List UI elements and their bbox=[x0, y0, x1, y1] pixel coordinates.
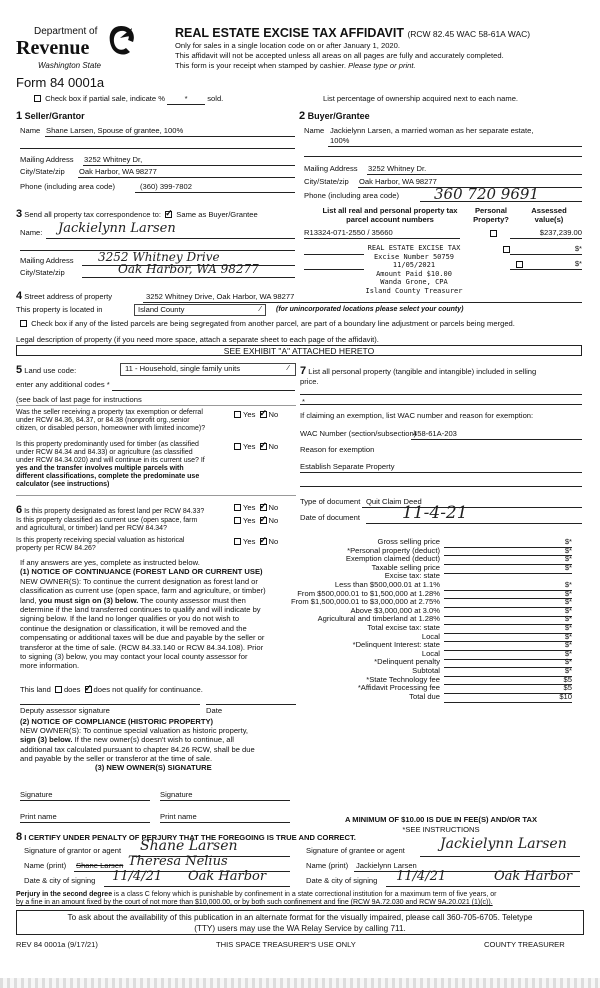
accessibility-box bbox=[16, 910, 584, 935]
n1-line7: compensating or additional taxes will be due and payable by the seller or bbox=[20, 633, 265, 643]
see-instructions: *SEE INSTRUCTIONS bbox=[402, 825, 480, 834]
fee-label: Gross selling price bbox=[377, 537, 440, 546]
owner-print2-label: Print name bbox=[160, 812, 197, 821]
grantee-date-label: Date & city of signing bbox=[306, 876, 378, 885]
header-line3b: Please type or print. bbox=[348, 61, 416, 70]
fee-label: Local bbox=[421, 648, 440, 658]
grantor-signature[interactable]: Shane Larsen bbox=[140, 838, 238, 854]
land-use-select[interactable] bbox=[120, 363, 296, 376]
fee-label: Less than $500,000.01 at 1.1% bbox=[334, 580, 440, 589]
q1-yes-label: Yes bbox=[243, 410, 256, 419]
s6-q1-answers bbox=[232, 504, 278, 513]
parcel-row1-value[interactable]: $237,239.00 bbox=[539, 228, 582, 237]
fee-label: *State Technology fee bbox=[366, 674, 440, 684]
grantee-name-label: Name (print) bbox=[306, 861, 349, 870]
section3-text: Send all property tax correspondence to: bbox=[24, 210, 162, 219]
buyer-city-label: City/State/zip bbox=[304, 177, 349, 186]
access-line2: (TTY) users may use the WA Relay Service by calling 711. bbox=[194, 924, 406, 933]
n1-line5: signing below. If the land no longer qualifies or you do not wish to bbox=[20, 614, 240, 624]
n1-line10: more information. bbox=[20, 661, 80, 671]
does-label: does bbox=[63, 685, 81, 694]
parcel-row1-number[interactable]: R13324-071-2550 / 35660 bbox=[304, 228, 393, 237]
section1-number: 1 bbox=[16, 110, 23, 122]
grantor-name-label: Name (print) bbox=[24, 861, 67, 870]
grantee-date[interactable]: 11/4/21 bbox=[396, 869, 447, 884]
n1-line6: continue the designation or classification, it will be removed and the bbox=[20, 623, 247, 633]
fee-label: Total excise tax: state bbox=[367, 623, 440, 632]
unincorporated-note: (for unincorporated locations please select your county) bbox=[276, 306, 464, 313]
corr-name-label: Name: bbox=[20, 228, 43, 237]
doc-date-label: Date of document bbox=[300, 513, 360, 522]
fee-label: Subtotal bbox=[412, 666, 440, 675]
fee-amount[interactable]: $* bbox=[444, 650, 572, 660]
buyer-name-line2[interactable]: 100% bbox=[330, 136, 350, 145]
s6-q1-yes-checkbox[interactable] bbox=[234, 504, 241, 511]
reason-value[interactable]: Establish Separate Property bbox=[300, 462, 395, 471]
county-treasurer: COUNTY TREASURER bbox=[484, 940, 565, 949]
q1-line2: under RCW 84.36, 84.37, or 84.38 (nonprofit org.,senior bbox=[16, 417, 190, 424]
grantor-name-print[interactable]: Shane Larsen bbox=[76, 861, 124, 870]
rev-number: REV 84 0001a (9/17/21) bbox=[16, 940, 98, 949]
q2-yes-label: Yes bbox=[243, 442, 256, 451]
n1-line8: transferor at the time of sale. (RCW 84.33.140 or RCW 84.34.108). Prior bbox=[20, 642, 264, 652]
header-line3a: This form is your receipt when stamped by cashier. bbox=[175, 61, 346, 70]
doc-date[interactable]: 11-4-21 bbox=[402, 503, 468, 523]
seller-name-label: Name bbox=[20, 126, 41, 135]
q2-text bbox=[16, 441, 205, 489]
section2-number: 2 bbox=[299, 110, 306, 122]
fee-amount[interactable]: $* bbox=[444, 607, 572, 617]
s6-q1-yes-label: Yes bbox=[243, 503, 256, 512]
fee-label: Total due bbox=[409, 691, 440, 701]
additional-codes-label bbox=[16, 381, 110, 390]
personal-header-1: Personal bbox=[474, 206, 508, 215]
minimum-note: A MINIMUM OF $10.00 IS DUE IN FEE(S) AND/OR TAX bbox=[344, 815, 538, 824]
n3-title: (3) NEW OWNER(S) SIGNATURE bbox=[95, 763, 212, 773]
reason-label: Reason for exemption bbox=[300, 445, 375, 454]
n2-line2 bbox=[20, 735, 296, 744]
stamp-line2: Excise Number 50759 bbox=[373, 252, 455, 261]
n1-l3b: you must sign on (3) below. bbox=[38, 595, 139, 605]
seller-city-label: City/State/zip bbox=[20, 167, 65, 176]
deputy-date-label: Date bbox=[206, 706, 223, 715]
section1-title: Seller/Grantor bbox=[24, 111, 85, 121]
header-line3 bbox=[175, 62, 416, 71]
personal-header-2: Property? bbox=[473, 214, 509, 224]
stamp-line3: 11/05/2021 bbox=[392, 261, 436, 270]
same-as-buyer-checkbox[interactable] bbox=[165, 211, 172, 218]
dept-line1: Department of bbox=[34, 26, 98, 37]
s6-q1-no-label: No bbox=[268, 503, 279, 512]
chevron-down-icon: ⁄ bbox=[287, 363, 289, 372]
s6-q2-no-checkbox[interactable] bbox=[260, 517, 267, 524]
fee-label: From $1,500,000.01 to $3,000,000 at 2.75% bbox=[290, 597, 440, 607]
see-back-note: (see back of last page for instructions bbox=[16, 395, 142, 404]
section7-heading bbox=[300, 366, 582, 387]
q2-line5: different classifications, complete the predominate use bbox=[16, 473, 200, 480]
s6-q1-no-checkbox[interactable] bbox=[260, 504, 267, 511]
q2-no-checkbox[interactable] bbox=[260, 443, 267, 450]
grantor-name-handwritten[interactable]: Theresa Nelius bbox=[128, 854, 228, 869]
segregated-checkbox[interactable] bbox=[20, 320, 27, 327]
section6-number: 6 bbox=[16, 504, 23, 516]
fee-amount[interactable]: $* bbox=[444, 641, 572, 651]
personal-header bbox=[466, 207, 516, 224]
section6-q1 bbox=[16, 504, 204, 517]
title-text: REAL ESTATE EXCISE TAX AFFIDAVIT bbox=[175, 26, 404, 40]
treasurer-use: THIS SPACE TREASURER'S USE ONLY bbox=[216, 940, 356, 949]
legal-label: Legal description of property (if you need more space, attach a separate sheet to each page of the affidavit). bbox=[16, 335, 379, 344]
form-number: Form 84 0001a bbox=[16, 75, 105, 90]
revenue-swoosh-icon bbox=[106, 24, 136, 58]
scan-edge bbox=[0, 978, 600, 988]
legal-description: SEE EXHIBIT "A" ATTACHED HERETO bbox=[223, 346, 375, 356]
partial-sale-label: Check box if partial sale, indicate % bbox=[45, 94, 165, 103]
corr-name[interactable]: Jackielynn Larsen bbox=[58, 221, 176, 236]
section3-number: 3 bbox=[16, 208, 23, 220]
q2-line6: calculator (see instructions) bbox=[16, 481, 110, 488]
stamp-line1: REAL ESTATE EXCISE TAX bbox=[367, 244, 461, 252]
additional-codes-text: enter any additional codes bbox=[16, 380, 105, 389]
legal-box[interactable] bbox=[16, 345, 582, 356]
fee-amount[interactable]: $10 bbox=[444, 693, 572, 703]
county-select[interactable] bbox=[134, 304, 266, 316]
stamp-line4: Amount Paid $10.00 bbox=[376, 269, 452, 278]
land-use-value: 11 - Household, single family units bbox=[125, 364, 241, 373]
this-land-label: This land bbox=[20, 685, 51, 694]
property-address-label: Street address of property bbox=[24, 292, 113, 301]
buyer-name-line1[interactable]: Jackielynn Larsen, a married woman as her separate estate, bbox=[330, 126, 534, 135]
q1-yes-checkbox[interactable] bbox=[234, 411, 241, 418]
seller-city[interactable]: Oak Harbor, WA 98277 bbox=[79, 167, 157, 176]
section1-heading bbox=[16, 110, 85, 123]
assessed-header-1: Assessed bbox=[531, 206, 567, 215]
section4-heading bbox=[16, 290, 112, 303]
buyer-phone-label: Phone (including area code) bbox=[304, 191, 399, 200]
grantor-date[interactable]: 11/4/21 bbox=[112, 869, 163, 884]
n1-line2: classification as current use (open space, farm and agriculture, or timber) bbox=[20, 586, 266, 596]
section2-heading bbox=[299, 110, 370, 123]
buyer-phone[interactable]: 360 720 9691 bbox=[434, 185, 539, 203]
seller-mailing-label: Mailing Address bbox=[20, 155, 74, 164]
q2-answers bbox=[232, 443, 278, 452]
deputy-signature-label: Deputy assessor signature bbox=[20, 706, 110, 715]
grantor-sig-label: Signature of grantor or agent bbox=[24, 846, 122, 855]
s6-q2-yes-checkbox[interactable] bbox=[234, 517, 241, 524]
buyer-city[interactable]: Oak Harbor, WA 98277 bbox=[359, 177, 437, 186]
n2-line1: NEW OWNER(S): To continue special valuation as historic property, bbox=[20, 726, 249, 736]
s7-line1: List all personal property (tangible and intangible) included in selling bbox=[308, 367, 537, 376]
segregated-row bbox=[18, 320, 515, 329]
form-title bbox=[175, 26, 530, 40]
n2-l2b: If the new owner(s) doesn't wish to continue, all bbox=[74, 735, 234, 745]
s6-q3-line1: Is this property receiving special valuation as historical bbox=[16, 537, 185, 544]
doc-type-label: Type of document bbox=[300, 497, 361, 506]
fee-amount[interactable]: $5 bbox=[444, 684, 572, 694]
fee-amount[interactable]: $* bbox=[444, 590, 572, 600]
s6-q3-no-label: No bbox=[268, 537, 279, 546]
fee-label: *Delinquent penalty bbox=[374, 657, 440, 667]
partial-sale-row bbox=[32, 95, 223, 105]
parcel-header bbox=[310, 207, 470, 224]
n1-line4: determine if the land transferred continues to qualify and will indicate by bbox=[20, 605, 261, 615]
fee-label: Excise tax: state bbox=[384, 571, 440, 581]
corr-city-label: City/State/zip bbox=[20, 268, 65, 277]
partial-sale-percent[interactable]: * bbox=[167, 95, 205, 105]
same-as-buyer-label: Same as Buyer/Grantee bbox=[176, 210, 258, 219]
perjury-bold: Perjury in the second degree bbox=[16, 891, 113, 898]
q1-no-checkbox[interactable] bbox=[260, 411, 267, 418]
fee-label: *Affidavit Processing fee bbox=[357, 683, 440, 693]
corr-city[interactable]: Oak Harbor, WA 98277 bbox=[118, 262, 259, 276]
assessed-header bbox=[524, 207, 574, 224]
q1-no-label: No bbox=[268, 410, 279, 419]
q2-no-label: No bbox=[268, 442, 279, 451]
section5-number: 5 bbox=[16, 364, 23, 376]
grantee-sig-label: Signature of grantee or agent bbox=[306, 846, 405, 855]
treasurer-stamp bbox=[352, 244, 476, 296]
header-line1: Only for sales in a single location code on or after January 1, 2020. bbox=[175, 41, 400, 50]
stamp-line5: Wanda Grone, CPA bbox=[380, 278, 448, 287]
owner-sig2-label: Signature bbox=[160, 790, 193, 799]
section3-heading bbox=[16, 208, 258, 221]
n2-l2a: sign (3) below. bbox=[20, 735, 73, 745]
buyer-name-label: Name bbox=[304, 126, 325, 135]
n2-line3: additional tax calculated pursuant to chapter 84.26 RCW, shall be due bbox=[20, 744, 255, 754]
owner-sig1-label: Signature bbox=[20, 790, 53, 799]
property-address[interactable]: 3252 Whitney Drive, Oak Harbor, WA 98277 bbox=[146, 292, 295, 301]
parcel-header-1: List all real and personal property tax bbox=[322, 206, 458, 215]
fee-label: *Delinquent Interest: state bbox=[352, 640, 440, 650]
s7-line2: price. bbox=[300, 377, 319, 386]
section8-number: 8 bbox=[16, 831, 23, 843]
doc-type[interactable]: Quit Claim Deed bbox=[366, 497, 422, 506]
section2-title: Buyer/Grantee bbox=[307, 111, 370, 121]
fee-label: Agricultural and timberland at 1.28% bbox=[317, 614, 440, 624]
department-logo bbox=[12, 22, 132, 74]
buyer-mailing-label: Mailing Address bbox=[304, 164, 358, 173]
header-line2: This affidavit will not be accepted unless all areas on all pages are fully and accurately completed. bbox=[175, 51, 504, 60]
s6-q2-line1: Is this property classified as current use (open space, farm bbox=[16, 517, 198, 524]
exemption-claim-label: If claiming an exemption, list WAC number and reason for exemption: bbox=[300, 411, 534, 420]
s6-q2-answers bbox=[232, 517, 278, 526]
q1-line1: Was the seller receiving a property tax exemption or deferral bbox=[16, 409, 203, 416]
fee-label: Exemption claimed (deduct) bbox=[345, 554, 440, 564]
parcel-row2-value[interactable]: $* bbox=[574, 244, 582, 253]
n1-l3c: The county assessor must then bbox=[140, 595, 246, 605]
wac-number[interactable]: 458-61A-203 bbox=[413, 429, 457, 438]
fee-amount[interactable]: $* bbox=[444, 564, 572, 574]
q2-line1: Is this property predominantly used for timber (as classified bbox=[16, 441, 199, 448]
corr-mailing[interactable]: 3252 Whitney Drive bbox=[98, 250, 220, 264]
s6-q2-line2: and agricultural, or timber) land per RCW 84.34? bbox=[16, 525, 167, 532]
fee-amount[interactable]: $* bbox=[444, 658, 572, 668]
wac-label: WAC Number (section/subsection) bbox=[300, 429, 417, 438]
fee-row bbox=[0, 693, 600, 703]
grantor-city[interactable]: Oak Harbor bbox=[188, 869, 267, 884]
section4-number: 4 bbox=[16, 290, 23, 302]
assessed-header-2: value(s) bbox=[534, 214, 564, 224]
dept-line2: Revenue bbox=[16, 37, 90, 59]
s6-answers-note: If any answers are yes, complete as instructed below. bbox=[20, 558, 200, 567]
ownership-note: List percentage of ownership acquired next to each name. bbox=[323, 94, 519, 103]
n2-line4: and payable by the seller or transferor at the time of sale. bbox=[20, 753, 213, 763]
access-line1: To ask about the availability of this publication in an alternate format for the visually impaired, please call 360-705-6705. Teletype bbox=[67, 913, 533, 922]
fee-amount[interactable]: $* bbox=[444, 615, 572, 625]
certify-text: I CERTIFY UNDER PENALTY OF PERJURY THAT THE FOREGOING IS TRUE AND CORRECT. bbox=[24, 833, 356, 842]
segregated-label: Check box if any of the listed parcels are being segregated from another parcel, are part of a boundary line adjustment or parcels being merged. bbox=[31, 319, 515, 328]
parcel-row3-value[interactable]: $* bbox=[574, 259, 582, 268]
q1-answers bbox=[232, 411, 278, 420]
s6-q1-text: Is this property designated as forest land per RCW 84.33? bbox=[24, 508, 205, 515]
q1-text bbox=[16, 409, 205, 433]
corr-mailing-label: Mailing Address bbox=[20, 256, 74, 265]
additional-codes-value[interactable]: * bbox=[106, 380, 110, 389]
n1-title: (1) NOTICE OF CONTINUANCE (FOREST LAND OR CURRENT USE) bbox=[20, 567, 263, 577]
fee-amount[interactable]: $* bbox=[444, 538, 572, 548]
grantee-name-print[interactable]: Jackielynn Larsen bbox=[356, 861, 417, 870]
fee-amount[interactable]: $* bbox=[444, 624, 572, 634]
fee-amount[interactable]: $* bbox=[444, 667, 572, 677]
dept-line3: Washington State bbox=[38, 61, 102, 70]
fee-amount[interactable]: $* bbox=[444, 633, 572, 643]
fee-amount[interactable]: $* bbox=[444, 598, 572, 608]
fee-amount[interactable]: $* bbox=[444, 581, 572, 591]
s6-q2-text bbox=[16, 517, 197, 533]
q2-line4: yes and the transfer involves multiple parcels with bbox=[16, 465, 184, 472]
n1-l3a: land, bbox=[20, 595, 37, 605]
section5-heading bbox=[16, 364, 76, 377]
seller-phone[interactable]: (360) 399-7802 bbox=[140, 182, 192, 191]
grantee-signature[interactable]: Jackielynn Larsen bbox=[440, 836, 567, 852]
section7-number: 7 bbox=[300, 365, 307, 377]
n2-title: (2) NOTICE OF COMPLIANCE (HISTORIC PROPERTY) bbox=[20, 717, 214, 726]
s6-q3-line2: property per RCW 84.26? bbox=[16, 545, 96, 552]
seller-mailing[interactable]: 3252 Whitney Dr, bbox=[84, 155, 143, 164]
fee-label: Taxable selling price bbox=[371, 562, 440, 572]
fee-amount[interactable]: $* bbox=[444, 555, 572, 565]
grantor-date-label: Date & city of signing bbox=[24, 876, 96, 885]
does-not-label: does not qualify for continuance. bbox=[93, 685, 203, 694]
stamp-line6: Island County Treasurer bbox=[365, 286, 463, 295]
q2-line3: under RCW 84.34.020) and will continue in its current use? If bbox=[16, 457, 205, 464]
perjury-text2: by a fine in an amount fixed by the court of not more than $10,000.00, or by both such confinement and fine (RCW 9A.72.030 and RCW 9A.20.021 (1)(c)). bbox=[16, 899, 493, 907]
perjury-text1: is a class C felony which is punishable by confinement in a state correctional institution for a maximum term of five years, or bbox=[114, 891, 497, 898]
land-use-label: Land use code: bbox=[24, 366, 77, 375]
fee-amount[interactable]: $* bbox=[444, 547, 572, 557]
owner-print1-label: Print name bbox=[20, 812, 57, 821]
fee-label: Above $3,000,000 at 3.0% bbox=[350, 605, 440, 615]
s6-q2-yes-label: Yes bbox=[243, 516, 256, 525]
county-value: Island County bbox=[138, 305, 185, 314]
chevron-down-icon: ⁄ bbox=[259, 304, 261, 313]
fee-amount[interactable]: $5 bbox=[444, 676, 572, 686]
q1-line3: citizen, or disabled person, homeowner with limited income)? bbox=[16, 425, 206, 432]
seller-phone-label: Phone (including area code) bbox=[20, 182, 115, 191]
buyer-mailing[interactable]: 3252 Whitney Dr. bbox=[368, 164, 427, 173]
s6-q2-no-label: No bbox=[268, 516, 279, 525]
title-ref: (RCW 82.45 WAC 58-61A WAC) bbox=[407, 29, 531, 39]
partial-sale-checkbox[interactable] bbox=[34, 95, 41, 102]
q2-yes-checkbox[interactable] bbox=[234, 443, 241, 450]
seller-name[interactable]: Shane Larsen, Spouse of grantee, 100% bbox=[46, 126, 184, 135]
s6-q3-yes-label: Yes bbox=[243, 537, 256, 546]
fee-label: From $500,000.01 to $1,500,000 at 1.28% bbox=[297, 588, 440, 598]
perjury-note bbox=[16, 891, 586, 908]
n1-line9: to signing (3) below, you may contact your local county assessor for bbox=[20, 652, 248, 662]
parcel-header-2: parcel account numbers bbox=[346, 214, 434, 224]
fee-label: Local bbox=[421, 631, 440, 641]
grantee-city[interactable]: Oak Harbor bbox=[494, 869, 573, 884]
q2-line2: under RCW 84.34 and 84.33) or agriculture (as classified bbox=[16, 449, 193, 456]
located-label: This property is located in bbox=[16, 305, 103, 314]
partial-sale-suffix: sold. bbox=[207, 94, 224, 103]
parcel-row1-personal-checkbox[interactable] bbox=[490, 230, 497, 237]
s6-notice2 bbox=[20, 717, 296, 772]
personal-property-value[interactable]: * bbox=[302, 397, 305, 406]
n1-line1: NEW OWNER(S): To continue the current designation as forest land or bbox=[20, 576, 258, 586]
fee-label: *Personal property (deduct) bbox=[347, 545, 440, 555]
